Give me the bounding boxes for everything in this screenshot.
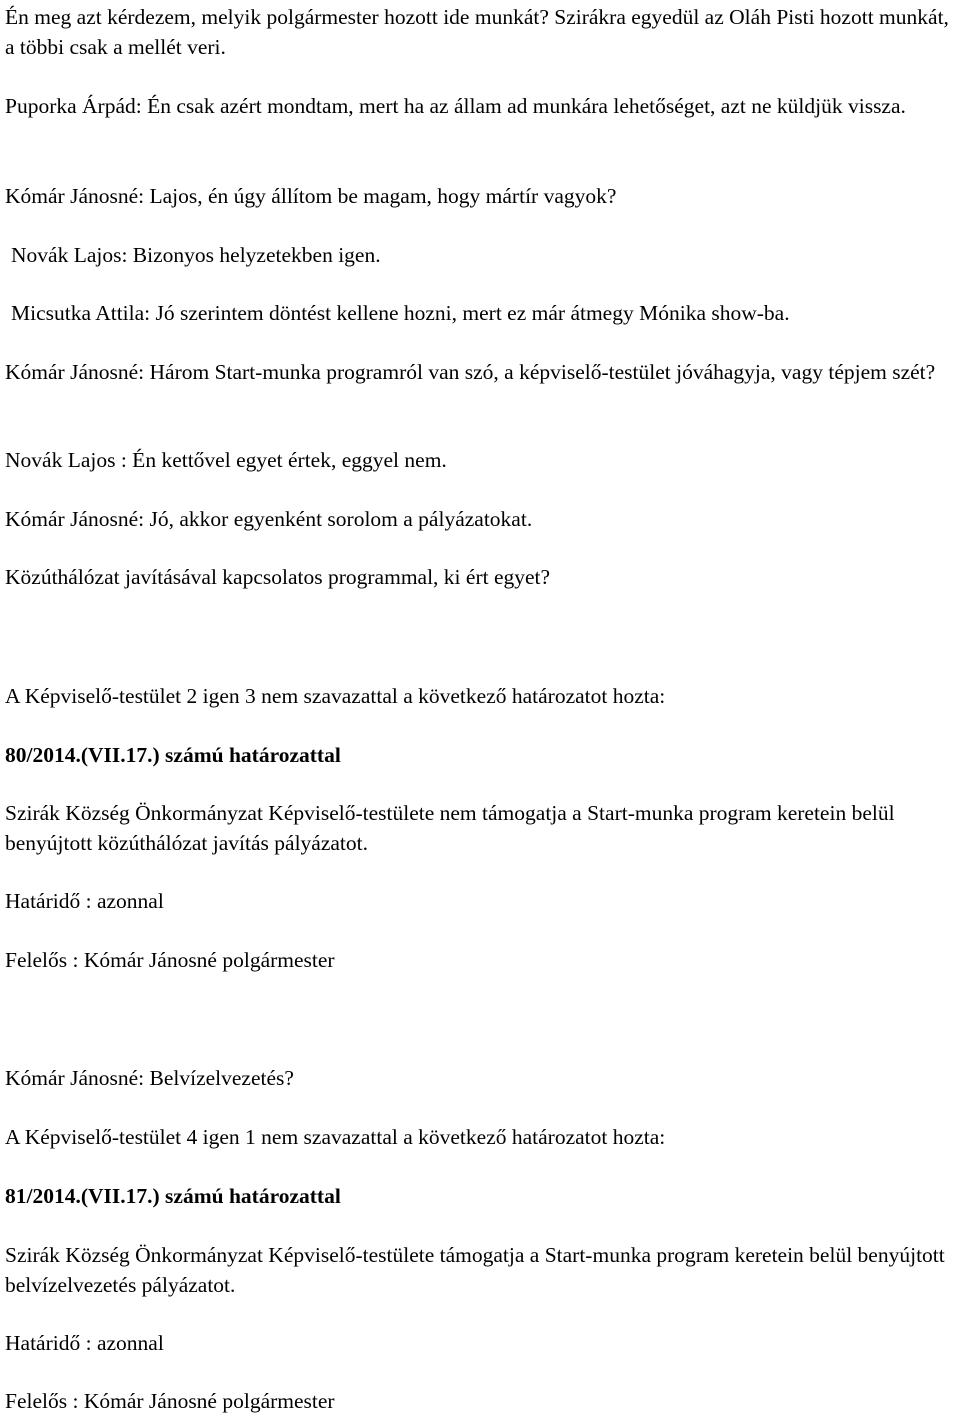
- paragraph-5: Micsutka Attila: Jó szerintem döntést kellene hozni, mert ez már átmegy Mónika show-ba.: [11, 301, 790, 325]
- resolution-1-responsible: Felelős : Kómár Jánosné polgármester: [5, 948, 335, 972]
- resolution-1-text: Szirák Község Önkormányzat Képviselő-testülete nem támogatja a Start-munka program keretein belül benyújtott közúthálózat javítás pályázatot.: [5, 801, 895, 855]
- resolution-1-vote-intro: A Képviselő-testület 2 igen 3 nem szavazattal a következő határozatot hozta:: [5, 684, 666, 708]
- paragraph-7: Novák Lajos : Én kettővel egyet értek, eggyel nem.: [5, 448, 447, 472]
- paragraph-6: Kómár Jánosné: Három Start-munka programról van szó, a képviselő-testület jóváhagyja, vagy tépjem szét?: [5, 360, 936, 384]
- paragraph-8: Kómár Jánosné: Jó, akkor egyenként sorolom a pályázatokat.: [5, 507, 533, 531]
- resolution-2-text: Szirák Község Önkormányzat Képviselő-testülete támogatja a Start-munka program keretein belül benyújtott belvízelvezetés pályázatot.: [5, 1243, 945, 1297]
- resolution-2-deadline: Határidő : azonnal: [5, 1331, 164, 1355]
- paragraph-2: Puporka Árpád: Én csak azért mondtam, mert ha az állam ad munkára lehetőséget, azt ne küldjük vissza.: [5, 94, 906, 118]
- resolution-1-number: 80/2014.(VII.17.) számú határozattal: [5, 743, 341, 767]
- question-2: Kómár Jánosné: Belvízelvezetés?: [5, 1066, 294, 1090]
- paragraph-4: Novák Lajos: Bizonyos helyzetekben igen.: [11, 243, 381, 267]
- resolution-2-number: 81/2014.(VII.17.) számú határozattal: [5, 1184, 341, 1208]
- resolution-2-responsible: Felelős : Kómár Jánosné polgármester: [5, 1389, 335, 1413]
- resolution-1-deadline: Határidő : azonnal: [5, 889, 164, 913]
- paragraph-1: Én meg azt kérdezem, melyik polgármester hozott ide munkát? Szirákra egyedül az Oláh Pisti hozott munkát, a többi csak a mellét veri.: [5, 5, 949, 59]
- paragraph-3: Kómár Jánosné: Lajos, én úgy állítom be magam, hogy mártír vagyok?: [5, 184, 617, 208]
- paragraph-9: Közúthálózat javításával kapcsolatos programmal, ki ért egyet?: [5, 565, 551, 589]
- resolution-2-vote-intro: A Képviselő-testület 4 igen 1 nem szavazattal a következő határozatot hozta:: [5, 1125, 666, 1149]
